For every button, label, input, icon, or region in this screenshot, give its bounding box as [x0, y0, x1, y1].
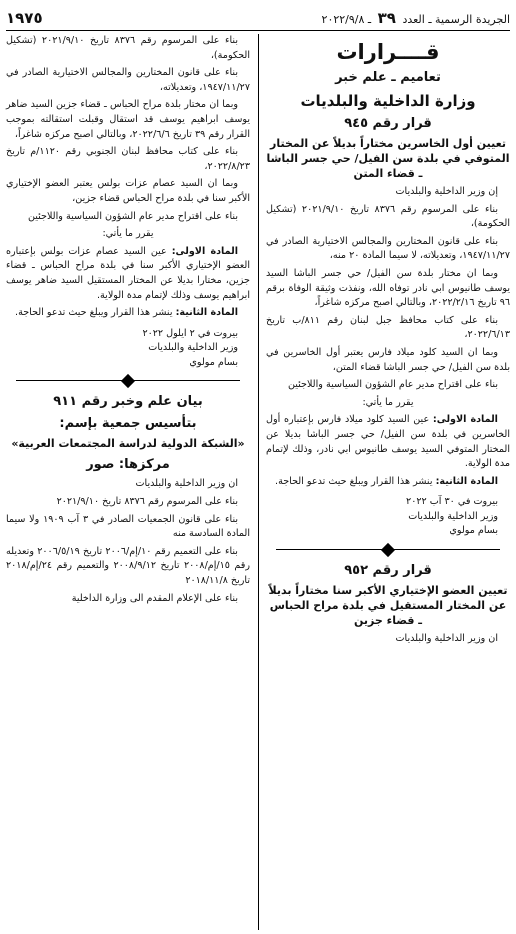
right-column — [266, 34, 510, 930]
section-title: قــــرارات — [336, 40, 440, 64]
page-number: ١٩٧٥ — [6, 9, 43, 27]
page-header — [6, 8, 510, 31]
article-label: المادة الثانية: — [175, 307, 238, 319]
paragraph: بناء على المرسوم رقم ٨٣٧٦ تاريخ ٢٠٢١/٩/١٠ — [56, 496, 238, 508]
article-1 — [6, 245, 250, 303]
hq-label: مركزها: — [118, 457, 170, 473]
issue-date: ـ ٢٠٢٢/٩/٨ — [321, 13, 372, 26]
decision-number: قرار رقم ٩٤٥ — [344, 116, 432, 131]
paragraph: بناء على قانون المختارين والمجالس الاختيارية الصادر في ١٩٤٧/١١/٢٧، وتعديلاته، لا سيما المادة ٢٠ منه، — [266, 235, 510, 262]
article-text: عين السيد عصام عزات بولس بإعتباره العضو الإختياري الأكبر سنا في بلدة مراح الحباس ـ قضاء جزين، مختارا بديلا عن المختار المستقيل السيد ضاهر يوسف ابراهيم يوسف وذلك لإتمام مدة الولاية. — [6, 245, 250, 301]
paragraph: وبما ان مختار بلدة مراح الحباس ـ قضاء جزين السيد ضاهر يوسف ابراهيم يوسف قد استقال وقبلت استقالته بموجب القرار رقم ٣٩ تاريخ ٢٠٢٢/٦/٦، وبالتالي اصبح مركزه شاغراً، — [6, 99, 250, 140]
ministry-heading: وزارة الداخلية والبلديات — [300, 92, 476, 110]
signer-name: بسام مولوي — [189, 356, 238, 368]
decides-line: يقرر ما يأتي: — [102, 228, 154, 240]
association-hq — [6, 455, 250, 475]
paragraph: وبما ان السيد كلود ميلاد فارس يعتبر أول الخاسرين في بلدة سن الفيل/ حي جسر الباشا قضاء المتن، — [266, 346, 510, 373]
article-1 — [266, 413, 510, 471]
signer-name: بسام مولوي — [449, 525, 498, 537]
article-label: المادة الثانية: — [435, 475, 498, 487]
sign-date: بيروت في ٢ ايلول ٢٠٢٢ — [142, 327, 238, 339]
notice-subtitle: بتأسيس جمعية بإسم: — [59, 416, 197, 432]
left-column — [6, 34, 250, 930]
article-label: المادة الاولى: — [432, 414, 498, 426]
signer-title: وزير الداخلية والبلديات — [408, 510, 498, 522]
article-text: ينشر هذا القرار ويبلغ حيث تدعو الحاجة. — [275, 475, 433, 487]
paragraph: وبما ان مختار بلدة سن الفيل/ حي جسر الباشا السيد يوسف طانيوس ابي نادر توفاه الله، ونفذت وثيقة الوفاة برقم ٩٦ تاريخ ٢٠٢٢/٢/١٦، وبالتالي اصبح مركزه شاغراً، — [266, 267, 510, 309]
article-text: ينشر هذا القرار ويبلغ حيث تدعو الحاجة. — [15, 307, 173, 319]
paragraph: ان وزير الداخلية والبلديات — [395, 633, 498, 645]
notice-number: بيان علم وخبر رقم ٩١١ — [53, 394, 203, 410]
decision-title: تعيين أول الخاسرين مختاراً بديلاً عن المختار المتوفي في بلدة سن الفيل/ حي جسر الباشا ـ قضاء المتن — [266, 137, 510, 180]
sign-date: بيروت في ٣٠ آب ٢٠٢٢ — [406, 496, 498, 508]
decision-945 — [266, 114, 510, 539]
notice-911 — [6, 392, 250, 606]
article-2 — [266, 475, 510, 490]
column-divider — [258, 34, 259, 930]
article-2 — [6, 306, 250, 321]
header-journal-info — [322, 9, 510, 27]
association-name: «الشبكة الدولية لدراسة المجتمعات العربية» — [11, 437, 245, 451]
signer-title: وزير الداخلية والبلديات — [148, 342, 238, 354]
paragraph: بناء على كتاب محافظ لبنان الجنوبي رقم ١١٢٠/م تاريخ ٢٠٢٢/٨/٢٣، — [6, 146, 250, 172]
paragraph: بناء على قانون الجمعيات الصادر في ٣ آب ١٩٠٩ ولا سيما المادة السادسة منه — [6, 513, 250, 540]
decision-number: قرار رقم ٩٥٢ — [344, 563, 432, 579]
signature-block — [266, 495, 510, 539]
paragraph: بناء على اقتراح مدير عام الشؤون السياسية واللاجئين — [287, 379, 498, 391]
hq-value: صور — [86, 457, 115, 473]
decision-title: تعيين العضو الإختياري الأكبر سنا مختاراً بديلاً عن المختار المستقيل في بلدة مراح الحباس ـ قضاء جزين — [268, 584, 508, 628]
section-subtitle: تعاميم ـ علم خبر — [335, 70, 441, 85]
paragraph: بناء على كتاب محافظ جبل لبنان رقم ٨١١/ب تاريخ ٢٠٢٢/٦/١٣، — [266, 314, 510, 341]
paragraph: بناء على الإعلام المقدم الى وزارة الداخلية — [71, 592, 238, 604]
paragraph: بناء على المرسوم رقم ٨٣٧٦ تاريخ ٢٠٢١/٩/١٠ (تشكيل الحكومة)، — [266, 203, 510, 230]
paragraph: بناء على اقتراح مدير عام الشؤون السياسية واللاجئين — [27, 210, 238, 222]
decision-952 — [266, 561, 510, 647]
ornament-divider — [266, 543, 510, 557]
paragraph: بناء على قانون المختارين والمجالس الاختيارية الصادر في ١٩٤٧/١١/٢٧، وتعديلاته، — [6, 67, 250, 93]
paragraph: بناء على التعميم رقم ١٠/إم/٢٠٠٦ تاريخ ٢٠٠٦/٥/١٩ وتعديله رقم ١٥/إم/٢٠٠٨ تاريخ ٢٠٠٨/٩/١٢ والتعميم رقم ٢٤/إم/٢٠١٨ تاريخ ٢٠١٨/١١/٨ — [6, 545, 250, 587]
signature-block — [6, 327, 250, 371]
article-label: المادة الاولى: — [171, 245, 238, 257]
paragraph: بناء على المرسوم رقم ٨٣٧٦ تاريخ ٢٠٢١/٩/١٠ (تشكيل الحكومة)، — [6, 35, 250, 61]
paragraph: إن وزير الداخلية والبلديات — [395, 186, 498, 197]
decides-line: يقرر ما يأتي: — [362, 396, 414, 408]
paragraph: وبما ان السيد عصام عزات بولس يعتبر العضو الإختياري الأكبر سنا في بلدة مراح الحباس قضاء جزين، — [6, 178, 250, 204]
journal-name: الجريدة الرسمية ـ العدد — [402, 13, 510, 26]
article-text: عين السيد كلود ميلاد فارس بإعتباره أول الخاسرين في بلدة سن الفيل/ حي جسر الباشا بديلا عن المختار المتوفي السيد يوسف طانيوس ابي نادر، وذلك لإتمام مدة الولاية. — [266, 414, 510, 470]
paragraph: ان وزير الداخلية والبلديات — [135, 478, 238, 490]
ornament-divider — [6, 374, 250, 388]
issue-number: ٣٩ — [377, 9, 396, 27]
